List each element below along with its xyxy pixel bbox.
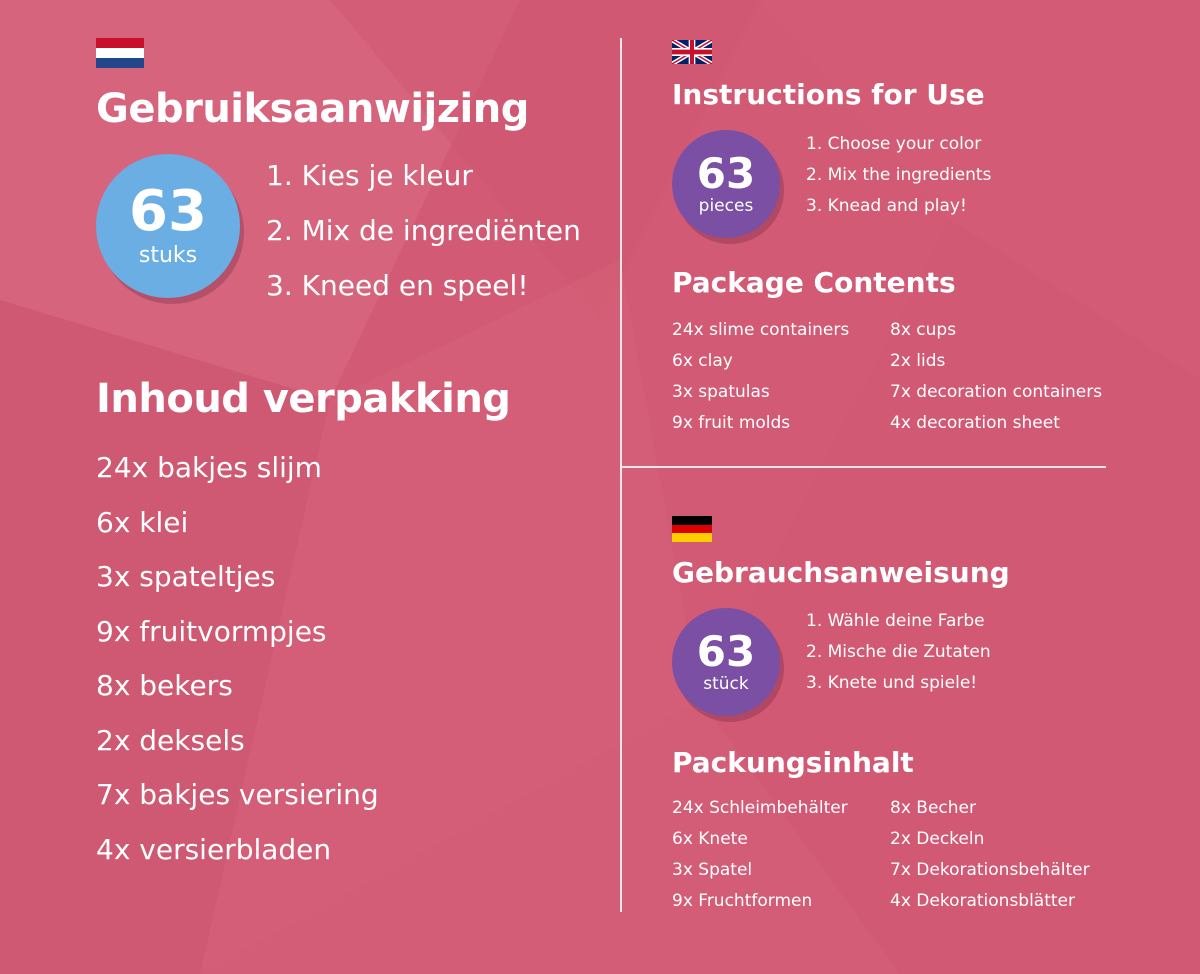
en-contents-column-2 (890, 316, 1102, 440)
en-badge-unit: pieces (698, 195, 754, 216)
de-contents-title: Packungsinhalt (672, 746, 914, 779)
de-count-badge (672, 608, 780, 716)
nl-contents-item: 4x versierbladen (96, 832, 332, 866)
en-badge-number: 63 (696, 148, 756, 198)
nl-contents-item: 6x klei (96, 505, 189, 539)
de-contents-item: 6x Knete (672, 829, 748, 849)
en-count-badge (672, 130, 780, 238)
de-contents-item: 8x Becher (890, 798, 976, 818)
en-steps (806, 130, 991, 223)
nl-contents-item: 2x deksels (96, 723, 245, 757)
en-step: 2. Mix the ingredients (806, 165, 992, 185)
de-contents-item: 24x Schleimbehälter (672, 798, 848, 818)
de-contents-column-2 (890, 794, 1090, 918)
de-contents-item: 2x Deckeln (890, 829, 985, 849)
nl-step: 2. Mix de ingrediënten (266, 214, 581, 247)
en-step: 1. Choose your color (806, 134, 982, 154)
horizontal-divider (622, 466, 1106, 468)
nl-steps (266, 154, 581, 319)
nl-contents-item: 9x fruitvormpjes (96, 614, 327, 648)
nl-title: Gebruiksaanwijzing (96, 86, 529, 132)
en-contents-column-1 (672, 316, 890, 440)
en-contents-item: 6x clay (672, 351, 733, 371)
en-contents-title: Package Contents (672, 266, 956, 299)
nl-contents-item: 24x bakjes slijm (96, 451, 322, 484)
nl-count-badge (96, 154, 240, 298)
en-contents-item: 3x spatulas (672, 382, 770, 402)
de-contents-item: 4x Dekorationsblätter (890, 891, 1076, 911)
vertical-divider (620, 38, 622, 912)
en-contents-item: 8x cups (890, 320, 957, 340)
en-contents-grid (672, 316, 1102, 440)
de-contents-column-1 (672, 794, 890, 918)
nl-step: 1. Kies je kleur (266, 159, 473, 192)
en-contents-item: 4x decoration sheet (890, 413, 1060, 433)
de-title: Gebrauchsanweisung (672, 556, 1010, 589)
de-step: 3. Knete und spiele! (806, 673, 978, 693)
nl-badge-number: 63 (129, 178, 207, 244)
germany-flag-icon (672, 516, 712, 542)
nl-contents-item: 7x bakjes versiering (96, 778, 379, 811)
de-contents-item: 3x Spatel (672, 860, 753, 880)
nl-contents-list (96, 448, 379, 884)
de-badge-number: 63 (696, 626, 756, 676)
en-contents-item: 2x lids (890, 351, 946, 371)
netherlands-flag-icon (96, 38, 144, 68)
de-contents-grid (672, 794, 1090, 918)
united-kingdom-flag-icon (672, 40, 712, 64)
de-badge-unit: stück (703, 673, 749, 694)
nl-step: 3. Kneed en speel! (266, 269, 529, 302)
en-title: Instructions for Use (672, 78, 985, 111)
de-contents-item: 7x Dekorationsbehälter (890, 860, 1090, 880)
en-contents-item: 9x fruit molds (672, 413, 791, 433)
nl-contents-item: 8x bekers (96, 669, 233, 702)
nl-contents-item: 3x spateltjes (96, 560, 276, 593)
nl-contents-title: Inhoud verpakking (96, 376, 511, 422)
nl-badge-unit: stuks (138, 242, 198, 268)
de-step: 2. Mische die Zutaten (806, 642, 991, 662)
en-contents-item: 7x decoration containers (890, 382, 1103, 402)
en-step: 3. Knead and play! (806, 196, 967, 216)
de-step: 1. Wähle deine Farbe (806, 611, 985, 631)
de-steps (806, 607, 991, 700)
en-contents-item: 24x slime containers (672, 320, 850, 340)
de-contents-item: 9x Fruchtformen (672, 891, 813, 911)
